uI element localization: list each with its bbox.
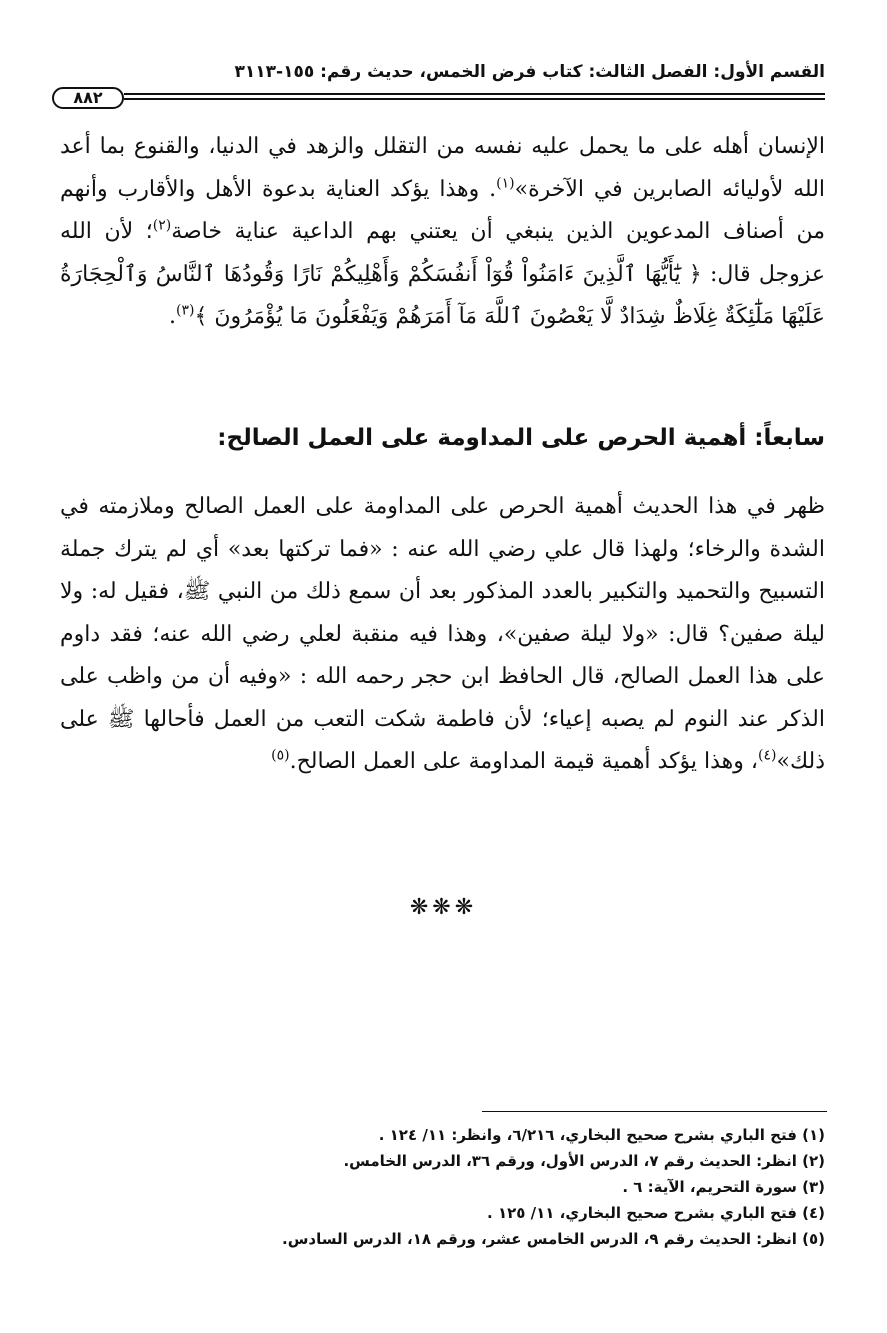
asterism-separator: ❋❋❋ xyxy=(409,895,478,920)
paragraph-text: ، وهذا يؤكد أهمية قيمة المداومة على العمل الصالح. xyxy=(289,749,759,774)
paragraph-text: الإنسان أهله على ما يحمل عليه نفسه من التقلل والزهد في الدنيا، والقنوع بما أعد الله لأوليائه الصابرين في الآخرة» xyxy=(60,134,826,202)
paragraph-text: . xyxy=(169,304,177,329)
paragraph-family-dawah xyxy=(60,126,825,339)
footnote-2: (٢) انظر: الحديث رقم ٧، الدرس الأول، ورقم ٣٦، الدرس الخامس. xyxy=(343,1152,825,1170)
footnote-ref-1: (١) xyxy=(496,175,515,192)
footnote-5: (٥) انظر: الحديث رقم ٩، الدرس الخامس عشر، ورقم ١٨، الدرس السادس. xyxy=(282,1230,825,1248)
page-number: ٨٨٢ xyxy=(52,87,124,109)
paragraph-text: ظهر في هذا الحديث أهمية الحرص على المداومة على العمل الصالح وملازمته في الشدة والرخاء؛ ولهذا قال علي رضي الله عنه : «فما تركتها بعد» أي لم يترك جملة التسبيح والتحميد والتكبير بالعدد المذكور بعد أن سمع ذلك من النبي ﷺ، فقيل له: ولا ليلة صفين؟ قال: «ولا ليلة صفين»، وهذا فيه منقبة لعلي رضي الله عنه؛ فقد داوم على هذا العمل الصالح، قال الحافظ ابن حجر رحمه الله : «وفيه أن من واظب على الذكر عند النوم لم يصبه إعياء؛ لأن فاطمة شكت التعب من العمل فأحالها ﷺ على ذلك» xyxy=(60,494,825,774)
footnotes-list xyxy=(60,1122,825,1252)
running-header: القسم الأول: الفصل الثالث: كتاب فرض الخمس، حديث رقم: ١٥٥-٣١١٣ xyxy=(234,62,825,82)
paragraph-text: . وهذا يؤكد العناية بدعوة الأهل والأقارب وأنهم من أصناف المدعوين الذين ينبغي أن يعتني بهم الداعية عناية خاصة xyxy=(60,176,825,244)
footnote-3: (٣) سورة التحريم، الآية: ٦ . xyxy=(622,1178,825,1196)
double-rule-line xyxy=(124,93,825,100)
footnote-rule xyxy=(482,1111,827,1112)
footnote-ref-4: (٤) xyxy=(758,747,777,764)
footnote-ref-3: (٣) xyxy=(176,302,195,319)
footnote-1: (١) فتح الباري بشرح صحيح البخاري، ٦/٢١٦، وانظر: ١١/ ١٢٤ . xyxy=(378,1126,825,1144)
footnote-ref-2: (٢) xyxy=(152,217,172,234)
section-heading: سابعاً: أهمية الحرص على المداومة على العمل الصالح: xyxy=(217,425,825,451)
quran-verse-text: ؛ لأن الله عزوجل قال: ﴿ يَٰٓأَيُّهَا ٱلَّذِينَ ءَامَنُواْ قُوٓاْ أَنفُسَكُمْ وَأَهْلِيكُمْ نَارًا وَقُودُهَا ٱلنَّاسُ وَٱلْحِجَارَةُ عَلَيْهَا مَلَٰٓئِكَةٌ غِلَاظٌ شِدَادٌ لَّا يَعْصُونَ ٱللَّهَ مَآ أَمَرَهُمْ وَيَفْعَلُونَ مَا يُؤْمَرُونَ ﴾ xyxy=(60,219,825,329)
footnote-ref-5: (٥) xyxy=(271,747,290,764)
header-rule xyxy=(52,87,825,109)
paragraph-persistence xyxy=(60,486,825,784)
footnote-4: (٤) فتح الباري بشرح صحيح البخاري، ١١/ ١٢٥ . xyxy=(487,1204,825,1222)
